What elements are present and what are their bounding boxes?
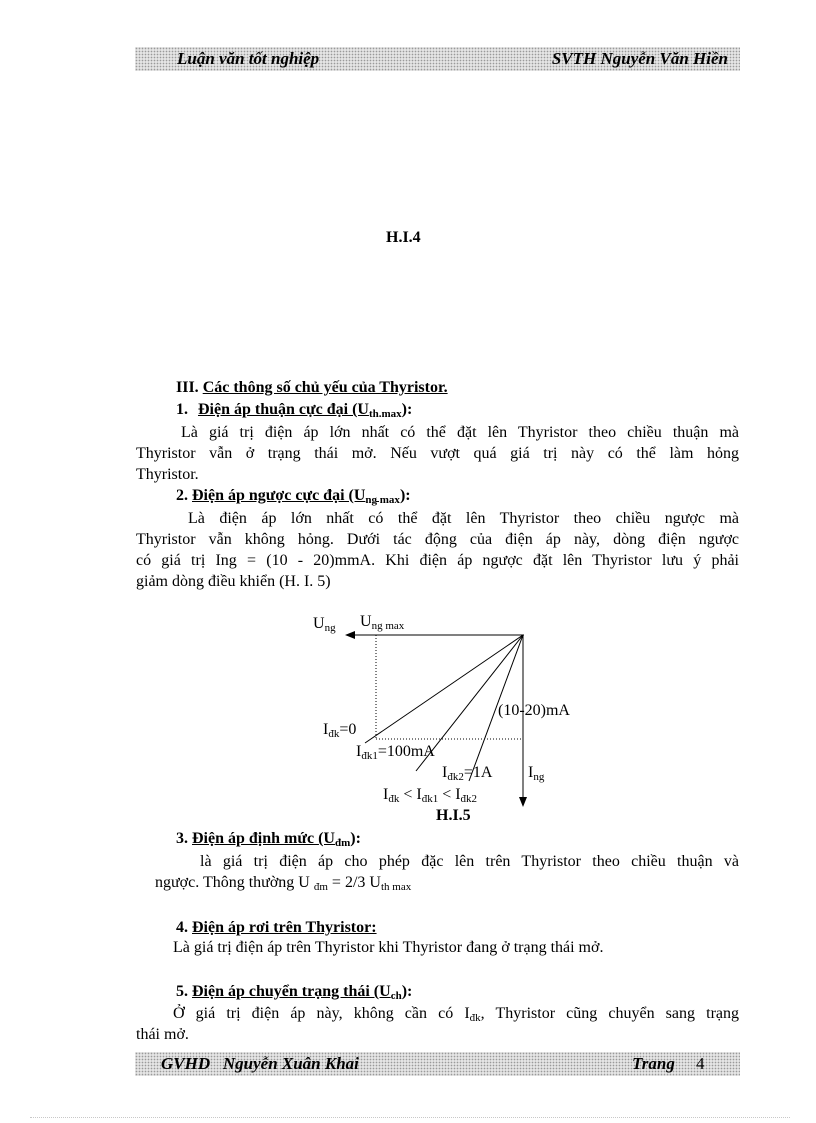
label-u-ng: $U_{ng}$ <box>313 615 336 634</box>
item3-title-paren: ($U_{đm}$ <box>318 830 351 849</box>
item2-title-paren: ($U_{ng max}$ <box>348 487 400 506</box>
item5-number: 5. <box>176 983 188 1000</box>
section-title-text: Các thông số chủ yếu của Thyristor. <box>202 379 448 396</box>
item2-line: có giá trị Ing = (10 - 20)mmA. Khi điện áp ngược đặt lên Thyristor lưu ý phải <box>136 552 739 569</box>
item2-paragraph <box>136 508 739 592</box>
item2-heading <box>176 486 411 506</box>
item5-line1: Ở giá trị điện áp này, không cần có $I_{đk}$, Thyristor cũng chuyển sang trạng <box>173 1005 739 1024</box>
item1-line: Thyristor. <box>136 466 199 483</box>
item3-heading <box>176 829 361 849</box>
label-i-ng: $I_{ng}$ <box>528 764 545 783</box>
item1-number: 1. <box>176 401 188 418</box>
curve-idk0 <box>365 635 523 743</box>
label-idk1: $I_{đk1}=100mA$ <box>356 743 435 762</box>
item3-line2: ngược. Thông thường U $_{đm}$ = 2/3 $U_{th max}$ <box>155 874 412 893</box>
item2-line: Thyristor vẫn không hỏng. Dưới tác động của điện áp này, dòng điện ngược <box>136 531 739 548</box>
item5-title-close: ): <box>401 983 413 1000</box>
item5-title: Điện áp chuyển trạng thái ($U_{ch}$ <box>192 983 402 1002</box>
item4-number: 4. <box>176 919 188 936</box>
i-axis-arrow <box>519 797 527 807</box>
label-idk2: $I_{đk2}=1A$ <box>442 764 493 783</box>
u-axis-arrow <box>345 631 355 639</box>
item1-title: Điện áp thuận cực đại ($U_{th.max}$ <box>198 401 402 420</box>
page-bottom-divider <box>30 1117 790 1118</box>
item2-title-close: ): <box>399 487 411 504</box>
item3-title: Điện áp định mức <box>192 830 319 847</box>
item3-number: 3. <box>176 830 188 847</box>
item2-number: 2. <box>176 487 188 504</box>
item5-paragraph <box>136 1003 739 1045</box>
figure-caption-hi4: H.I.4 <box>386 229 421 246</box>
item1-line: Là giá trị điện áp lớn nhất có thể đặt lên Thyristor theo chiều thuận mà <box>181 424 739 441</box>
footer-page-label: Trang <box>632 1054 675 1073</box>
header-right: SVTH Nguyễn Văn Hiền <box>551 49 728 68</box>
label-inequality: $I_{đk} < I_{đk1} < I_{đk2}$ <box>383 786 478 805</box>
section-title <box>176 378 448 398</box>
section-number: III. <box>176 379 199 396</box>
item2-title: Điện áp ngược cực đại <box>192 487 349 504</box>
label-u-ngmax: $U_{ng max}$ <box>360 613 405 632</box>
item3-line: là giá trị điện áp cho phép đặc lên trên Thyristor theo chiều thuận và <box>200 853 739 870</box>
footer-page-number: 4 <box>696 1054 705 1073</box>
item1-line: Thyristor vẫn ở trạng thái mở. Nếu vượt quá giá trị này có thể làm hỏng <box>136 445 739 462</box>
item5-line2: thái mở. <box>136 1026 189 1043</box>
item4-line: Là giá trị điện áp trên Thyristor khi Thyristor đang ở trạng thái mở. <box>173 939 604 956</box>
item3-title-close: ): <box>350 830 361 847</box>
page-footer <box>135 1052 740 1076</box>
item3-paragraph <box>136 851 739 872</box>
item1-heading <box>176 400 412 420</box>
label-current-range: (10-20)mA <box>498 702 570 719</box>
header-left: Luận văn tốt nghiệp <box>177 49 320 68</box>
label-idk0: $I_{đk}=0$ <box>323 721 357 740</box>
item2-line: giảm dòng điều khiển (H. I. 5) <box>136 573 331 590</box>
item4-title: Điện áp rơi trên Thyristor: <box>192 919 377 936</box>
item2-line: Là điện áp lớn nhất có thể đặt lên Thyristor theo chiều ngược mà <box>188 510 739 527</box>
figure-caption-hi5: H.I.5 <box>436 807 471 824</box>
footer-advisor: GVHD Nguyễn Xuân Khai <box>161 1054 359 1073</box>
item1-paragraph <box>136 422 739 485</box>
page-header <box>135 47 740 71</box>
item5-heading <box>176 982 412 1002</box>
item4-heading <box>176 918 377 938</box>
item1-title-close: ): <box>401 401 413 418</box>
